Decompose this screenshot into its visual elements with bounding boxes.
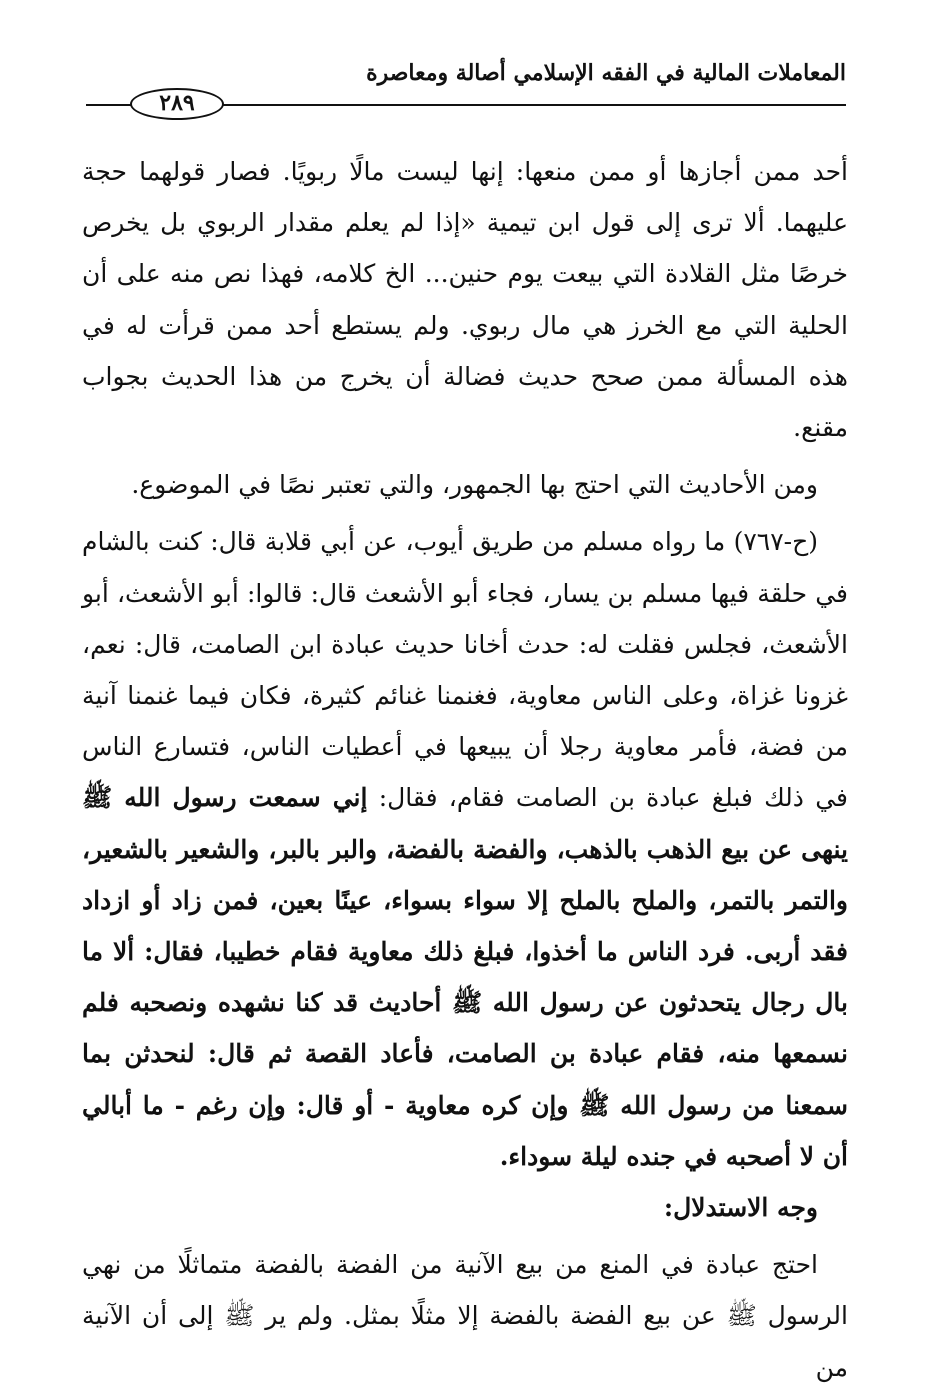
paragraph-3 <box>82 516 848 1182</box>
subheading: وجه الاستدلال: <box>663 1193 818 1223</box>
hadith-intro: (ح-٧٦٧) ما رواه مسلم من طريق أيوب، عن أبي قلابة قال: كنت بالشام في حلقة فيها مسلم بن يسار، فجاء أبو الأشعث قال: قالوا: أبو الأشعث، أبو الأشعث، فجلس فقلت له: حدث أخانا حديث عبادة ابن الصامت، قال: نعم، غزونا غزاة، وعلى الناس معاوية، فغنمنا غنائم كثيرة، فكان فيما غنمنا آنية من فضة، فأمر معاوية رجلا أن يبيعها في أعطيات الناس، فتسارع الناس في ذلك فبلغ عبادة بن الصامت فقام، فقال: <box>82 527 849 813</box>
hadith-text: إني سمعت رسول الله ﷺ ينهى عن بيع الذهب بالذهب، والفضة بالفضة، والبر بالبر، والشعير بالشعير، والتمر بالتمر، والملح بالملح إلا سواء بسواء، عينًا بعين، فمن زاد أو ازداد فقد أربى. فرد الناس ما أخذوا، فبلغ ذلك معاوية فقام خطيبا، فقال: ألا ما بال رجال يتحدثون عن رسول الله ﷺ أحاديث قد كنا نشهده ونصحبه فلم نسمعها منه، فقام عبادة بن الصامت، فأعاد القصة ثم قال: لنحدثن بما سمعنا من رسول الله ﷺ وإن كره معاوية - أو قال: وإن رغم - ما أبالي أن لا أصحبه في جنده ليلة سوداء. <box>82 783 848 1171</box>
running-title: المعاملات المالية في الفقه الإسلامي أصالة ومعاصرة <box>366 60 846 86</box>
paragraph-4: احتج عبادة في المنع من بيع الآنية من الفضة بالفضة متماثلًا من نهي الرسول ﷺ عن بيع الفضة بالفضة إلا مثلًا بمثل. ولم ير ﷺ إلى أن الآنية من <box>82 1250 848 1382</box>
page-body <box>82 146 848 1393</box>
page-number-oval: ٢٨٩ <box>130 88 224 120</box>
paragraph-2: ومن الأحاديث التي احتج بها الجمهور، والتي تعتبر نصًا في الموضوع. <box>131 470 818 500</box>
paragraph-1: أحد ممن أجازها أو ممن منعها: إنها ليست مالًا ربويًا. فصار قولهما حجة عليهما. ألا ترى إلى قول ابن تيمية «إذا لم يعلم مقدار الربوي بل يخرص خرصًا مثل القلادة التي بيعت يوم حنين... الخ كلامه، فهذا نص منه على أن الحلية التي مع الخرز هي مال ربوي. ولم يستطع أحد ممن قرأت له في هذه المسألة ممن صحح حديث فضالة أن يخرج من هذا الحديث بجواب مقنع. <box>82 157 848 443</box>
